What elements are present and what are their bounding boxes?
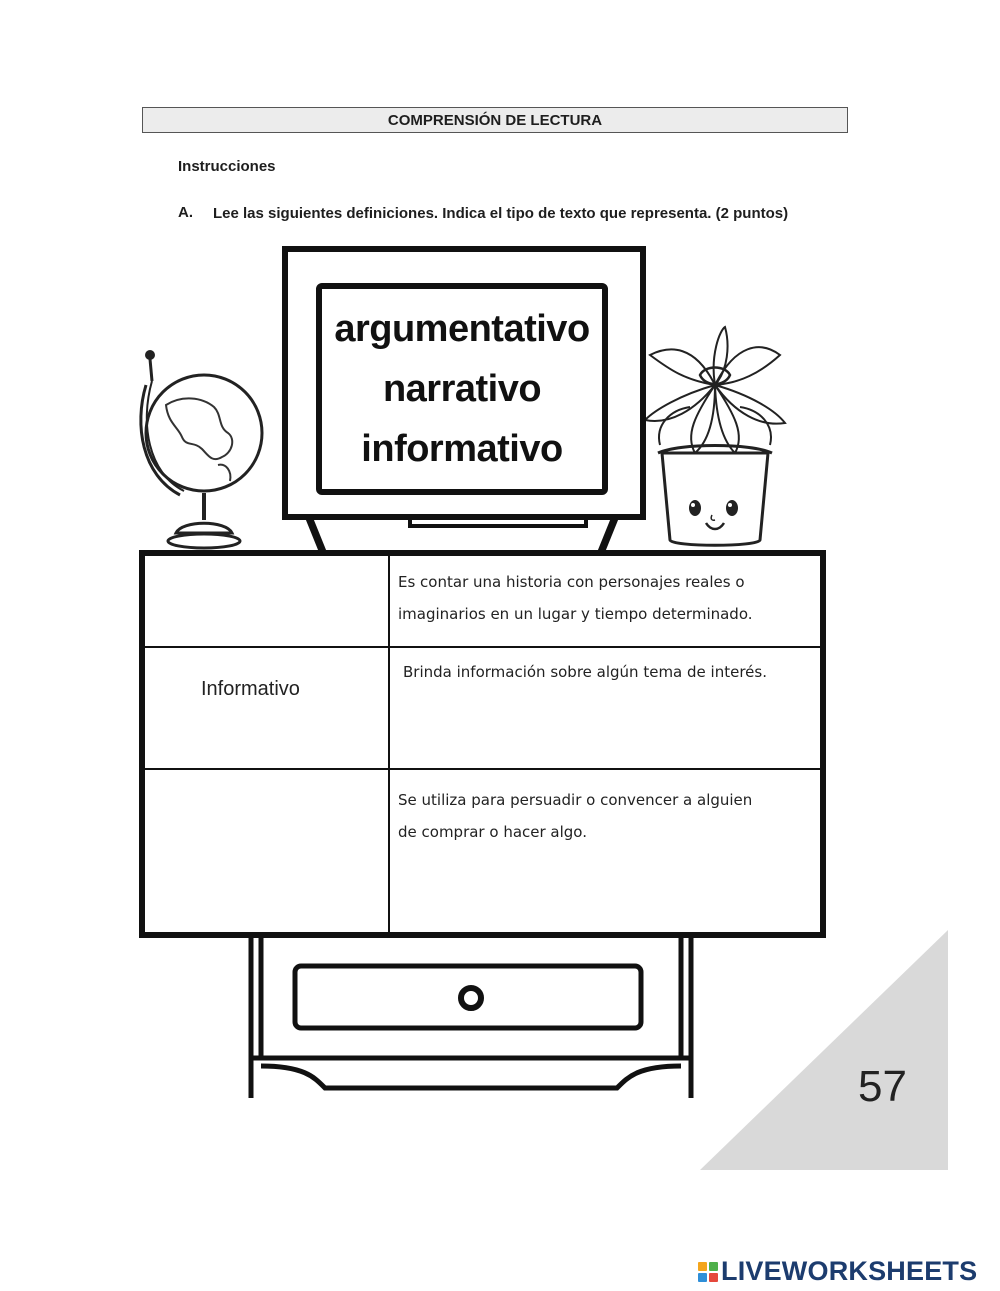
logo-block: [698, 1273, 707, 1282]
potted-plant-illustration: [640, 325, 790, 553]
word-bank-sign: [316, 283, 608, 495]
dresser-illustration: [245, 938, 697, 1100]
page-corner-triangle: [700, 930, 948, 1170]
tv-leg-right: [598, 520, 618, 550]
section-header: COMPRENSIÓN DE LECTURA: [142, 107, 848, 133]
definition-line: de comprar o hacer algo.: [398, 823, 587, 841]
answer-cell[interactable]: [145, 648, 390, 768]
instructions-title: Instrucciones: [178, 158, 276, 175]
answer-cell[interactable]: [145, 556, 390, 646]
logo-text: LIVEWORKSHEETS: [721, 1256, 978, 1286]
answer-text: Informativo: [201, 678, 300, 700]
question-letter: A.: [178, 204, 193, 221]
word-option-narrativo: narrativo: [382, 368, 542, 410]
definition-line: imaginarios en un lugar y tiempo determinado.: [398, 605, 753, 623]
page-number: 57: [858, 1062, 907, 1111]
word-option-informativo: informativo: [361, 428, 563, 470]
corner-shape: [700, 930, 948, 1170]
logo-block: [709, 1273, 718, 1282]
definition-line: Brinda información sobre algún tema de interés.: [403, 663, 767, 681]
definition-cell: [390, 556, 820, 646]
definition-line: Se utiliza para persuadir o convencer a alguien: [398, 791, 753, 809]
definition-cell: [390, 648, 820, 768]
logo-block: [698, 1262, 707, 1271]
table-row: [145, 770, 820, 932]
tv-leg-left: [306, 520, 326, 550]
definitions-table: [139, 550, 826, 938]
table-row: [145, 556, 820, 646]
table-row: [145, 648, 820, 768]
liveworksheets-logo[interactable]: [698, 1256, 977, 1287]
definition-line: Es contar una historia con personajes reales o: [398, 573, 745, 591]
word-option-argumentativo: argumentativo: [334, 308, 590, 350]
tv-stand: [408, 518, 588, 528]
logo-blocks-icon: [698, 1262, 718, 1282]
globe-illustration: [132, 345, 272, 555]
question-text: Lee las siguientes definiciones. Indica el tipo de texto que representa. (2 puntos): [213, 205, 789, 222]
definition-cell: [390, 770, 820, 932]
answer-cell[interactable]: [145, 770, 390, 932]
logo-block: [709, 1262, 718, 1271]
